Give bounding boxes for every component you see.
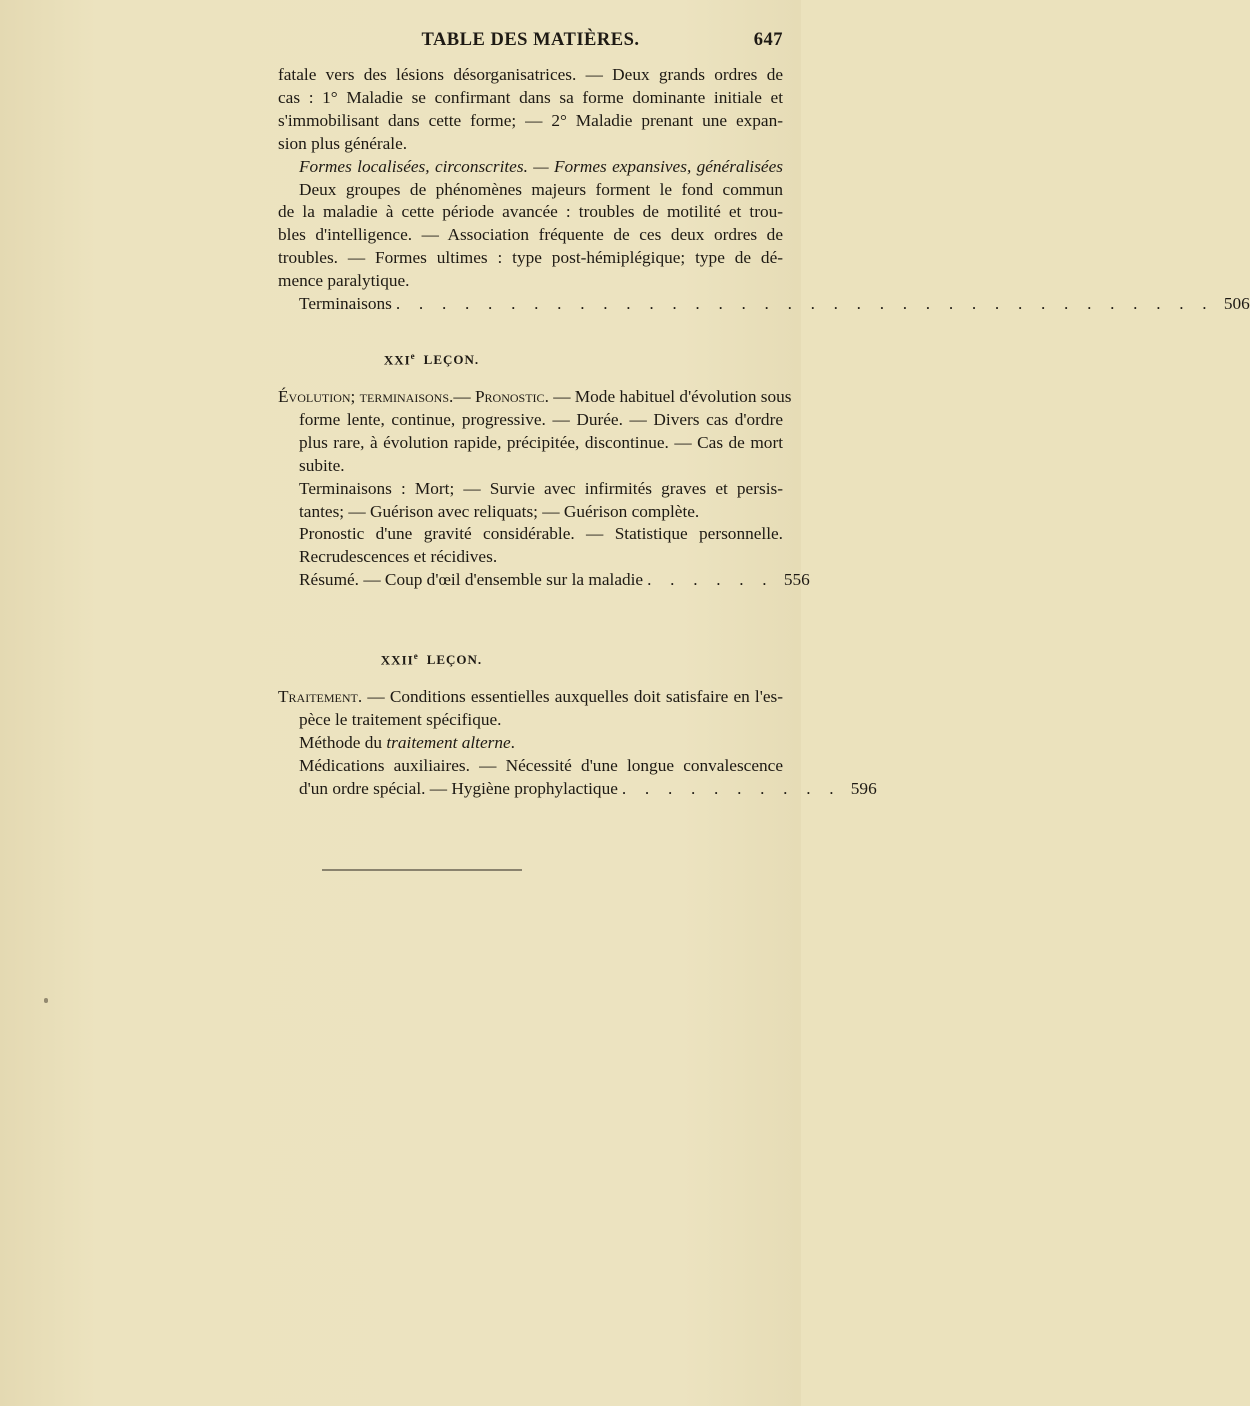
toc-line — [278, 110, 783, 132]
toc-line — [299, 546, 783, 568]
end-rule — [322, 869, 522, 871]
line-text — [278, 111, 783, 130]
page-reference: 596 — [850, 778, 877, 798]
toc-line — [299, 732, 783, 754]
text-segment: tantes; — Guérison avec reliquats; — Guérison complète. — [299, 501, 700, 521]
lecon-number: XXII — [380, 652, 414, 668]
text-segment: Pronostic d'une gravité considérable. — Statistique personnelle. — [299, 524, 783, 544]
line-text — [299, 502, 699, 521]
toc-line — [299, 478, 783, 500]
toc-line — [278, 247, 783, 269]
toc-line — [299, 409, 783, 431]
text-segment: Résumé. — Coup d'œil d'ensemble sur la maladie — [299, 570, 644, 590]
text-segment: Terminaisons — [299, 294, 392, 313]
text-segment: . — [510, 732, 515, 752]
toc-line — [299, 709, 783, 731]
toc-line — [278, 270, 783, 292]
small-caps-text: Traitement — [278, 687, 358, 706]
line-text — [299, 524, 783, 543]
small-caps-text: Pronostic — [474, 387, 545, 406]
text-segment: forme lente, continue, progressive. — Durée. — Divers cas d'ordre — [299, 409, 783, 429]
line-text — [299, 456, 345, 475]
header-page-number: 647 — [753, 30, 783, 50]
line-text — [278, 271, 409, 290]
toc-entry-with-page — [299, 569, 810, 591]
toc-entry-with-page — [299, 293, 1250, 315]
dot-leader: . . . . . . — [647, 570, 774, 590]
text-segment: — — [453, 387, 475, 406]
toc-line — [299, 501, 783, 523]
lecon-ordinal: e — [413, 651, 419, 661]
toc-line — [278, 133, 783, 155]
line-text — [278, 248, 783, 267]
toc-line — [299, 755, 783, 777]
toc-line — [278, 87, 783, 109]
line-text — [299, 180, 783, 199]
dot-leader: . . . . . . . . . . — [621, 778, 841, 798]
text-segment: bles d'intelligence. — Association fréquente de ces deux ordres de — [278, 225, 783, 245]
lecon-heading — [0, 351, 801, 368]
small-caps-text: Évolution; terminaisons. — [278, 387, 454, 406]
toc-line — [299, 156, 783, 178]
text-segment: s'immobilisant dans cette forme; — 2° Maladie prenant une expan- — [278, 110, 783, 130]
text-segment: Terminaisons : Mort; — Survie avec infirmités graves et persis- — [299, 478, 783, 498]
line-text — [299, 410, 783, 429]
line-text — [278, 687, 783, 706]
toc-line — [278, 386, 792, 408]
running-header — [278, 30, 783, 54]
text-segment: Recrudescences et récidives. — [299, 547, 498, 567]
text-segment: pèce le traitement spécifique. — [299, 709, 502, 729]
text-segment: troubles. — Formes ultimes : type post-hémiplégique; type de dé- — [278, 248, 783, 268]
italic-text: Formes localisées, circonscrites. — Formes expansives, généralisées — [299, 156, 783, 176]
text-segment: sion plus générale. — [278, 133, 408, 153]
toc-line — [299, 523, 783, 545]
line-text — [299, 569, 643, 591]
toc-line — [278, 224, 783, 246]
toc-line — [278, 201, 783, 223]
line-text — [278, 202, 783, 221]
line-text — [299, 756, 783, 775]
lecon-number: XXI — [383, 352, 411, 368]
text-segment: Deux groupes de phénomènes majeurs forment le fond commun — [299, 179, 783, 199]
header-title: TABLE DES MATIÈRES. — [421, 30, 640, 50]
line-text — [299, 293, 392, 315]
text-segment: cas : 1° Maladie se confirmant dans sa forme dominante initiale et — [278, 87, 783, 107]
line-text — [278, 225, 783, 244]
lecon-heading — [0, 651, 801, 668]
toc-line — [278, 64, 783, 86]
line-text — [299, 778, 618, 800]
toc-entry-with-page — [299, 778, 877, 800]
lecon-ordinal: e — [410, 351, 416, 361]
text-segment: de la maladie à cette période avancée : troubles de motilité et trou- — [278, 202, 783, 222]
line-text — [278, 387, 792, 406]
dot-leader: . . . . . . . . . . . . . . . . . . . . . . . . . . . . . . . . . . . . — [395, 294, 1214, 313]
text-segment: d'un ordre spécial. — Hygiène prophylactique — [299, 778, 618, 798]
toc-line — [278, 686, 783, 708]
text-segment: mence paralytique. — [278, 271, 410, 291]
line-text — [299, 547, 497, 566]
scan-speck — [44, 998, 48, 1003]
line-text — [299, 479, 783, 498]
toc-line — [299, 432, 783, 454]
page-reference: 506 — [1223, 294, 1250, 313]
lecon-label: LEÇON. — [426, 652, 483, 668]
toc-line — [299, 455, 783, 477]
line-text — [299, 433, 783, 452]
toc-line — [299, 179, 783, 201]
italic-text: traitement alterne — [386, 732, 511, 752]
line-text — [278, 134, 407, 153]
text-segment: . — Mode habituel d'évolution sous — [544, 387, 792, 406]
text-segment: subite. — [299, 455, 345, 475]
text-segment: . — Conditions essentielles auxquelles doit satisfaire en l'es- — [357, 687, 783, 706]
line-text — [299, 733, 515, 752]
line-text — [299, 710, 501, 729]
lecon-label: LEÇON. — [423, 352, 480, 368]
line-text — [278, 65, 783, 84]
text-segment: plus rare, à évolution rapide, précipitée, discontinue. — Cas de mort — [299, 432, 783, 452]
text-segment: Méthode du — [299, 732, 387, 752]
line-text — [278, 88, 783, 107]
page-reference: 556 — [783, 570, 810, 590]
text-segment: fatale vers des lésions désorganisatrices. — Deux grands ordres de — [278, 65, 783, 84]
line-text — [299, 157, 783, 176]
text-segment: Médications auxiliaires. — Nécessité d'une longue convalescence — [299, 755, 783, 775]
